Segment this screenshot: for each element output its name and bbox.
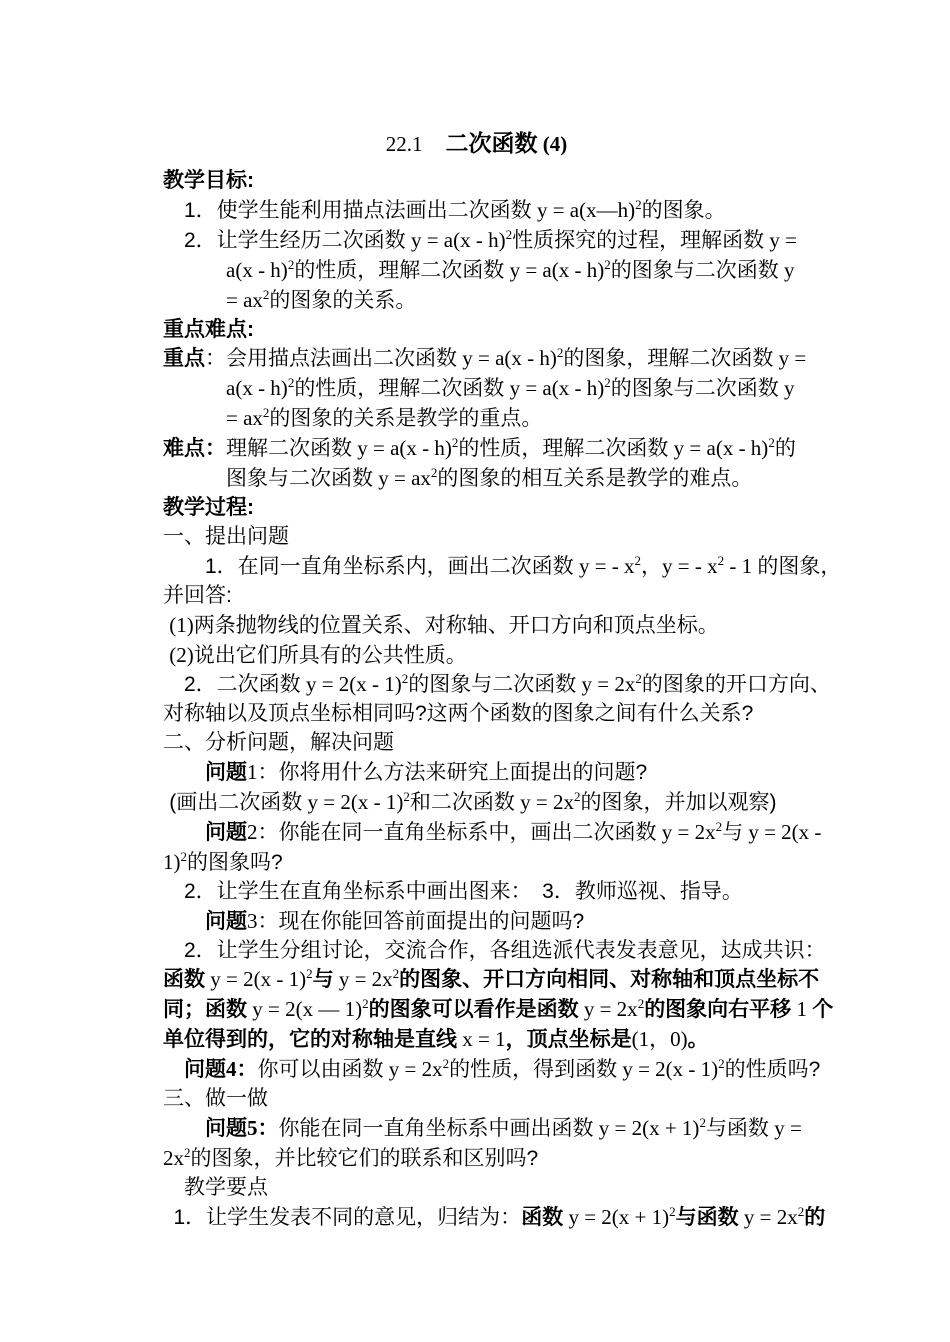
text-run: 的性质，理解二次函数 xyxy=(458,437,669,461)
text-run: 的图象， xyxy=(757,554,842,578)
superscript: 2 xyxy=(442,1056,450,1072)
math-text: - 1 xyxy=(724,553,758,578)
math-text: y = ax xyxy=(373,466,431,491)
math-text: y = 2(x - 1) xyxy=(617,1057,719,1082)
text-line xyxy=(163,937,826,966)
text-line xyxy=(163,729,823,758)
text-run: 的图象，并比较它们的联系和区别吗? xyxy=(190,1146,539,1170)
math-text: 2 xyxy=(247,819,258,844)
text-run: 1．让学生发表不同的意见，归结为： xyxy=(173,1205,522,1229)
math-text: y = 2x xyxy=(514,790,574,815)
bold-math-text: 4 xyxy=(226,1057,237,1082)
text-line xyxy=(163,316,823,345)
bold-math-text: 5 xyxy=(247,1116,258,1140)
text-line xyxy=(163,256,823,286)
text-line xyxy=(163,582,823,611)
text-line xyxy=(163,848,823,878)
superscript: 2 xyxy=(634,552,642,568)
text-line xyxy=(163,1055,823,1085)
text-line xyxy=(163,374,823,404)
bold-text-run: 的图象、开口方向相同、对称轴和顶点坐标不 xyxy=(399,968,820,992)
superscript: 2 xyxy=(669,1203,676,1219)
text-line xyxy=(163,1203,826,1233)
text-line xyxy=(163,552,842,582)
superscript: 2 xyxy=(637,996,645,1012)
text-line xyxy=(163,818,823,848)
bold-text-run: 的图象向右平移 xyxy=(644,998,792,1022)
superscript: 2 xyxy=(505,226,513,242)
math-text: y = xyxy=(773,346,807,371)
text-run: 一、提出问题 xyxy=(163,524,289,548)
text-run: 的性质，理解二次函数 xyxy=(294,377,505,401)
math-text: y = 2x xyxy=(738,1204,798,1229)
text-line xyxy=(163,878,823,907)
text-run: 2．让学生分组讨论，交流合作，各组选派代表发表意见，达成共识： xyxy=(184,938,826,962)
math-text: y xyxy=(778,257,795,282)
text-line xyxy=(163,611,823,641)
superscript: 2 xyxy=(262,286,270,302)
math-text: y = a(x—h) xyxy=(531,197,636,222)
superscript: 2 xyxy=(717,552,725,568)
superscript: 2 xyxy=(287,256,295,272)
superscript: 2 xyxy=(287,375,295,391)
math-text: 3 xyxy=(247,908,258,933)
text-run: 和二次函数 xyxy=(409,791,515,815)
superscript: 2 xyxy=(403,789,410,805)
math-text: y = - x xyxy=(662,553,718,578)
text-run: 的图象的相互关系是教学的难点。 xyxy=(437,467,753,491)
text-line xyxy=(163,404,823,434)
math-text: y = 2(x — 1) xyxy=(247,997,363,1022)
math-text: a(x - h) xyxy=(226,257,288,282)
text-run: 的性质，理解二次函数 xyxy=(294,258,505,282)
text-line xyxy=(163,1025,823,1055)
text-run: 1．在同一直角坐标系内，画出二次函数 xyxy=(205,554,574,578)
text-run: 性质探究的过程，理解函数 xyxy=(512,228,765,252)
superscript: 2 xyxy=(635,196,642,212)
math-text: (2) xyxy=(169,642,194,667)
text-run: 与函数 xyxy=(705,1117,769,1140)
bold-text-run: 教学过程: xyxy=(163,495,254,519)
math-text: x = 1 xyxy=(457,1027,506,1052)
text-run: 理解二次函数 xyxy=(226,437,352,461)
text-line xyxy=(163,641,823,671)
text-run: 两条抛物线的位置关系、对称轴、开口方向和顶点坐标。 xyxy=(193,613,719,637)
math-text: y = a(x - h) xyxy=(457,346,557,371)
text-run: 的图象与二次函数 xyxy=(408,673,577,697)
math-text: 1 xyxy=(791,997,813,1022)
text-run: 的图象，并加以观察) xyxy=(580,791,777,815)
math-text: 1) xyxy=(163,849,181,874)
text-line xyxy=(163,167,823,196)
superscript: 2 xyxy=(715,818,723,834)
superscript: 2 xyxy=(392,966,400,982)
bold-text-run: 的图象可以看作是函数 xyxy=(368,998,579,1022)
text-run: 的性质吗? xyxy=(724,1058,821,1082)
math-text: y = a(x - h) xyxy=(668,436,769,461)
math-text: (1，0) xyxy=(631,1027,688,1052)
math-text: y = 2(x - 1) xyxy=(302,790,404,815)
text-run: ：你能在同一直角坐标系中，画出二次函数 xyxy=(257,820,657,844)
superscript: 2 xyxy=(362,996,369,1012)
bold-text-run: 重点难点: xyxy=(163,317,254,341)
superscript: 2 xyxy=(401,671,409,687)
math-text: y = a(x - h) xyxy=(405,227,506,252)
superscript: 2 xyxy=(604,375,611,391)
text-line xyxy=(163,965,823,995)
math-text: y = a(x - h) xyxy=(504,376,605,401)
text-run: 与 xyxy=(722,820,744,844)
superscript: 2 xyxy=(573,789,581,805)
text-line xyxy=(163,758,823,788)
text-run: 的 xyxy=(774,437,796,461)
text-run: ：现在你能回答前面提出的问题吗? xyxy=(257,909,585,933)
math-text: 1 xyxy=(247,760,258,785)
math-text: y = 2x xyxy=(578,997,638,1022)
text-run: 说出它们所具有的公共性质。 xyxy=(193,643,467,667)
text-line xyxy=(163,464,823,494)
superscript: 2 xyxy=(306,966,313,982)
bold-text-run: 二次函数 xyxy=(422,130,538,156)
math-text: (1) xyxy=(169,612,194,637)
superscript: 2 xyxy=(635,671,642,687)
math-text: y = 2(x - xyxy=(743,819,822,844)
superscript: 2 xyxy=(451,435,459,451)
text-line xyxy=(163,1144,823,1174)
text-run: 1．使学生能利用描点法画出二次函数 xyxy=(184,198,532,222)
math-text: y = 2x xyxy=(656,819,716,844)
text-line xyxy=(163,1114,823,1144)
bold-text-run: ： xyxy=(236,1058,258,1082)
text-run: 的性质，得到函数 xyxy=(449,1058,618,1082)
text-line xyxy=(163,226,823,256)
math-text: y = a(x - h) xyxy=(352,436,452,461)
bold-text-run: 同；函数 xyxy=(163,998,247,1022)
math-text: y = 2x xyxy=(333,967,393,992)
bold-text-run: 问题 xyxy=(205,909,247,933)
bold-text-run: 问题 xyxy=(205,1117,247,1140)
text-run: 教学要点 xyxy=(184,1175,268,1199)
superscript: 2 xyxy=(556,345,564,361)
math-text: y xyxy=(778,376,795,401)
text-line xyxy=(163,494,823,523)
text-run: 图象与二次函数 xyxy=(226,467,373,491)
text-line xyxy=(163,1174,823,1203)
math-text: y = xyxy=(764,227,797,252)
superscript: 2 xyxy=(768,435,775,451)
text-run: 你能在同一直角坐标系中画出函数 xyxy=(278,1117,594,1140)
math-text: y = xyxy=(768,1116,802,1140)
text-line xyxy=(163,434,823,464)
bold-text-run: 函数 xyxy=(163,968,205,992)
text-run: 的图象的关系是教学的重点。 xyxy=(269,407,543,431)
superscript: 2 xyxy=(262,405,270,421)
text-line xyxy=(163,286,823,316)
text-run: 2．让学生在直角坐标系中画出图来： 3．教师巡视、指导。 xyxy=(184,879,743,903)
text-line xyxy=(163,995,834,1025)
math-text: y = 2(x - 1) xyxy=(205,967,307,992)
bold-text-run: 单位得到的，它的对称轴是直线 xyxy=(163,1028,457,1052)
document-content xyxy=(163,128,842,1233)
text-line xyxy=(163,788,823,818)
math-text: y = 2(x - 1) xyxy=(300,672,402,697)
math-text: = ax xyxy=(226,406,263,431)
text-run: ， xyxy=(641,554,663,578)
text-run: 的图象的关系。 xyxy=(269,288,417,312)
text-run: 的图象。 xyxy=(641,198,726,222)
document-title xyxy=(163,128,790,159)
bold-text-run: 问题 xyxy=(205,820,247,844)
text-run: 你可以由函数 xyxy=(257,1058,384,1082)
math-text: y = a(x - h) xyxy=(504,257,605,282)
math-text: y = 2(x + 1) xyxy=(593,1116,700,1140)
text-run: 的图象，理解二次函数 xyxy=(563,347,774,371)
text-line xyxy=(163,344,823,374)
bold-text-run: 教学目标: xyxy=(163,169,254,192)
text-line xyxy=(163,670,831,700)
text-line xyxy=(163,1085,823,1114)
document-body xyxy=(163,167,842,1233)
text-run: 2．让学生经历二次函数 xyxy=(184,228,406,252)
superscript: 2 xyxy=(184,1144,191,1160)
bold-text-run: 问题 xyxy=(205,761,247,785)
text-run: (画出二次函数 xyxy=(169,791,303,815)
text-run: ：你将用什么方法来研究上面提出的问题? xyxy=(257,761,648,785)
superscript: 2 xyxy=(699,1115,706,1130)
math-text: y = 2x xyxy=(383,1057,443,1082)
math-text: 2x xyxy=(163,1145,184,1170)
text-run: 的图象与二次函数 xyxy=(610,377,779,401)
text-run: 并回答: xyxy=(163,583,232,607)
text-run: 的图象吗? xyxy=(187,850,283,874)
bold-text-run: 与函数 xyxy=(675,1205,739,1229)
text-line xyxy=(163,700,823,729)
text-line xyxy=(163,523,823,552)
text-run: 2．二次函数 xyxy=(184,673,301,697)
math-text: y = 2x xyxy=(576,672,636,697)
text-run: 对称轴以及顶点坐标相同吗?这两个函数的图象之间有什么关系? xyxy=(163,702,754,726)
text-run: 二、分析问题，解决问题 xyxy=(163,731,394,755)
bold-text-run: 问题 xyxy=(184,1058,226,1082)
bold-math-text: (4) xyxy=(537,132,568,156)
superscript: 2 xyxy=(604,256,611,272)
bold-text-run: 难点： xyxy=(163,437,226,461)
bold-text-run: 重点 xyxy=(163,347,205,371)
text-run: 的图象的开口方向、 xyxy=(641,673,831,697)
math-text: y = 2(x + 1) xyxy=(563,1204,670,1229)
text-run: ：会用描点法画出二次函数 xyxy=(205,347,457,371)
bold-text-run: ，顶点坐标是 xyxy=(505,1028,632,1052)
superscript: 2 xyxy=(718,1056,725,1072)
superscript: 2 xyxy=(180,848,187,864)
text-line xyxy=(163,907,823,937)
text-line xyxy=(163,196,823,226)
bold-text-run: 函数 xyxy=(521,1205,564,1229)
math-text: y = - x xyxy=(573,553,635,578)
superscript: 2 xyxy=(430,465,438,481)
math-text: = ax xyxy=(226,287,263,312)
bold-text-run: 个 xyxy=(812,998,834,1022)
math-text: a(x - h) xyxy=(226,376,288,401)
math-text: 22.1 xyxy=(385,132,423,156)
bold-text-run: ： xyxy=(257,1117,279,1140)
bold-text-run: 的 xyxy=(804,1205,826,1229)
bold-text-run: 。 xyxy=(687,1028,709,1052)
text-run: 三、做一做 xyxy=(163,1087,268,1111)
text-run: 的图象与二次函数 xyxy=(610,258,779,282)
superscript: 2 xyxy=(797,1203,805,1219)
bold-text-run: 与 xyxy=(312,968,334,992)
